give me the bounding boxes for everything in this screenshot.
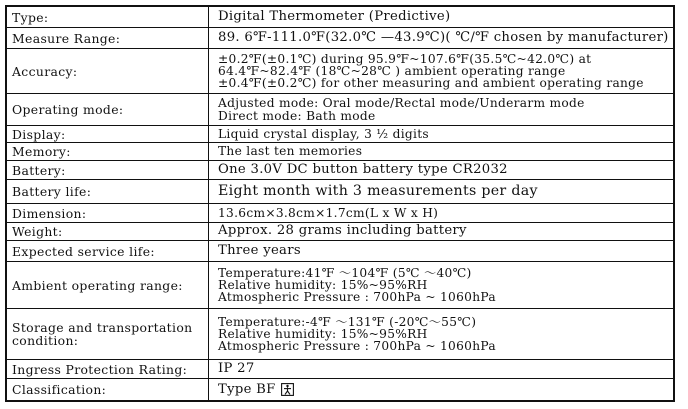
value-line: One 3.0V DC button battery type CR2032 xyxy=(218,161,508,177)
row-label: Dimension: xyxy=(7,204,209,222)
value-line: Three years xyxy=(218,242,301,258)
table-row-display xyxy=(7,125,673,142)
classification-text: Type BF xyxy=(218,381,276,397)
row-label: Measure Range: xyxy=(7,28,209,48)
value-line: Relative humidity: 15%~95%RH xyxy=(218,326,428,341)
row-label: Operating mode: xyxy=(7,94,209,125)
value-line: Adjusted mode: Oral mode/Rectal mode/Underarm mode xyxy=(218,96,585,111)
row-value xyxy=(209,379,673,400)
value-line: Atmospheric Pressure : 700hPa ~ 1060hPa xyxy=(218,339,496,354)
row-label: Storage and transportation condition: xyxy=(7,309,209,359)
value-line: IP 27 xyxy=(218,360,255,376)
row-value xyxy=(209,180,673,203)
value-line: Temperature:41℉ ～104℉ (5℃ ～40℃) xyxy=(218,265,472,280)
table-row-ambient-operating-range xyxy=(7,261,673,308)
row-value xyxy=(209,7,673,27)
value-line: Direct mode: Bath mode xyxy=(218,108,376,123)
row-value xyxy=(209,161,673,179)
value-line: The last ten memories xyxy=(218,144,363,159)
specifications-table xyxy=(5,5,675,402)
row-label: Memory: xyxy=(7,143,209,160)
table-row-battery xyxy=(7,160,673,179)
table-row-accuracy xyxy=(7,48,673,93)
row-label: Ambient operating range: xyxy=(7,262,209,308)
row-value xyxy=(209,28,673,48)
row-label: Type: xyxy=(7,7,209,27)
row-label: Display: xyxy=(7,126,209,142)
table-row-classification xyxy=(7,378,673,400)
value-line: ±0.4℉(±0.2℃) for other measuring and ambient operating range xyxy=(218,76,644,91)
row-value xyxy=(209,309,673,359)
row-value xyxy=(209,360,673,378)
row-label: Ingress Protection Rating: xyxy=(7,360,209,378)
value-line xyxy=(218,383,673,396)
row-value xyxy=(209,241,673,261)
table-row-expected-service-life xyxy=(7,240,673,261)
value-line: Approx. 28 grams including battery xyxy=(218,223,467,239)
table-row-operating-mode xyxy=(7,93,673,125)
row-value xyxy=(209,262,673,308)
value-line: Atmospheric Pressure : 700hPa ~ 1060hPa xyxy=(218,290,496,305)
value-line: 89. 6℉-111.0℉(32.0℃ —43.9℃)( ℃/℉ chosen by manufacturer) xyxy=(218,29,669,45)
row-value xyxy=(209,223,673,240)
value-line: Relative humidity: 15%~95%RH xyxy=(218,277,428,292)
value-line: 13.6cm×3.8cm×1.7cm(L x W x H) xyxy=(218,205,439,220)
row-label: Weight: xyxy=(7,223,209,240)
row-value xyxy=(209,94,673,125)
row-label: Battery life: xyxy=(7,180,209,203)
table-row-type xyxy=(7,7,673,27)
type-bf-applied-part-icon xyxy=(281,383,294,396)
table-row-dimension xyxy=(7,203,673,222)
table-row-memory xyxy=(7,142,673,160)
row-value xyxy=(209,126,673,142)
value-line: 64.4℉~82.4℉ (18℃~28℃ ) ambient operating range xyxy=(218,63,566,78)
table-row-battery-life xyxy=(7,179,673,203)
row-label: Accuracy: xyxy=(7,49,209,93)
value-line: Temperature:-4℉ ～131℉ (-20℃～55℃) xyxy=(218,314,477,329)
row-value xyxy=(209,49,673,93)
value-line: ±0.2℉(±0.1℃) during 95.9℉~107.6℉(35.5℃~42.0℃) at xyxy=(218,51,592,66)
table-row-ingress-protection-rating xyxy=(7,359,673,378)
value-line: Liquid crystal display, 3 ½ digits xyxy=(218,126,429,141)
value-line: Digital Thermometer (Predictive) xyxy=(218,8,451,24)
value-line: Eight month with 3 measurements per day xyxy=(218,183,538,200)
row-label: Expected service life: xyxy=(7,241,209,261)
table-row-storage-transportation-condition xyxy=(7,308,673,359)
table-row-measure-range xyxy=(7,27,673,48)
table-row-weight xyxy=(7,222,673,240)
row-value xyxy=(209,143,673,160)
row-label: Classification: xyxy=(7,379,209,400)
row-value xyxy=(209,204,673,222)
row-label: Battery: xyxy=(7,161,209,179)
